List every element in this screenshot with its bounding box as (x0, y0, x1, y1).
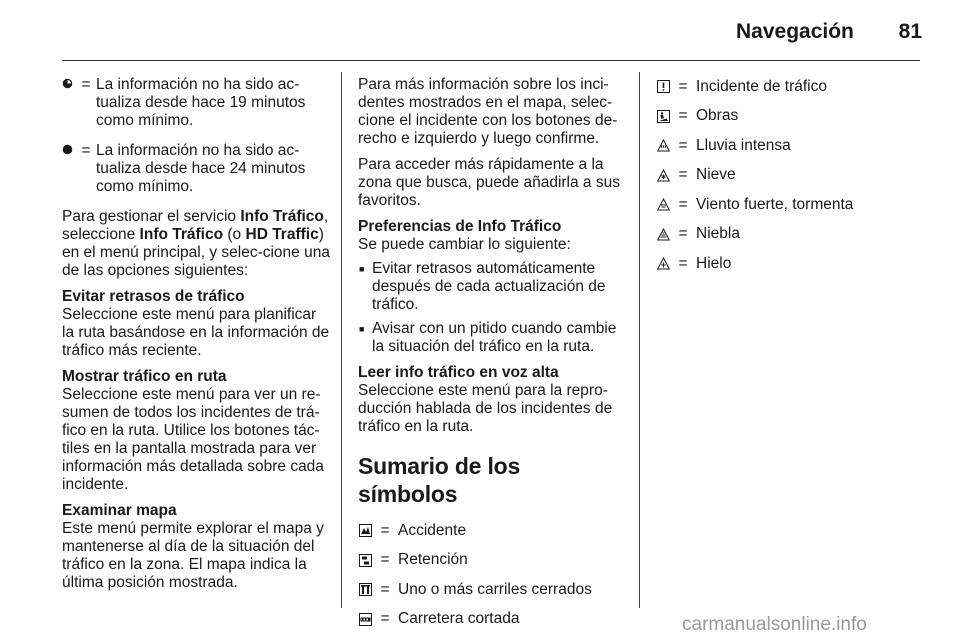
menu-term: Info Tráfico (240, 208, 324, 225)
symbol-label: Niebla (696, 225, 740, 243)
watermark: carmanualsonline.info (682, 614, 867, 635)
ice-icon (656, 257, 670, 271)
heavy-rain-icon (656, 139, 670, 153)
section-title: Mostrar tráfico en ruta (62, 368, 227, 385)
road-closed-icon (358, 612, 372, 626)
traffic-incident-icon (656, 80, 670, 94)
section-intro: Se puede cambiar lo siguiente: (358, 236, 571, 253)
bullet-list (358, 260, 624, 356)
symbol-label: Hielo (696, 254, 732, 272)
column-1 (62, 76, 330, 600)
equals-sign: = (380, 580, 390, 598)
bullet-item: ■ Evitar retrasos automáticamente después de cada actualización de tráfico. (358, 260, 624, 314)
symbol-row (358, 605, 624, 635)
bullet-item: ■ Avisar con un pitido cuando cambie la situación del tráfico en la ruta. (358, 320, 624, 356)
symbol-label: Retención (398, 551, 468, 569)
equals-sign: = (678, 195, 688, 213)
symbol-row (358, 546, 624, 576)
fog-icon (656, 227, 670, 241)
symbol-label: Accidente (398, 521, 467, 539)
header-rule (62, 60, 920, 61)
symbol-row (656, 220, 920, 250)
strong-wind-icon (656, 198, 670, 212)
roadworks-icon (656, 109, 670, 123)
symbol-list (358, 516, 624, 634)
section-body: Seleccione este menú para la repro-ducción hablada de los incidentes de tráfico en la ruta. (358, 382, 613, 435)
paragraph: Para más información sobre los inci-dentes mostrados en el mapa, selec-cione el incidente con los botones de-recho e izquierdo y luego confirme. (358, 76, 618, 147)
summary-heading: Sumario de los símbolos (358, 453, 521, 507)
equals-sign: = (678, 166, 688, 184)
equals-sign: = (678, 254, 688, 272)
section-title: Evitar retrasos de tráfico (62, 288, 245, 305)
equals-sign: = (678, 107, 688, 125)
column-2 (358, 76, 624, 634)
equals-sign: = (380, 551, 390, 569)
menu-term: HD Traffic (245, 226, 319, 243)
column-divider-2 (639, 72, 640, 608)
lanes-closed-icon (358, 583, 372, 597)
equals-sign: = (81, 76, 91, 93)
symbol-row (656, 72, 920, 102)
equals-sign: = (81, 142, 91, 159)
column-3 (656, 76, 920, 279)
traffic-jam-icon (358, 553, 372, 567)
equals-sign: = (380, 610, 390, 628)
header-title: Navegación (736, 20, 854, 43)
status-item (62, 76, 330, 130)
status-item (62, 142, 330, 196)
page-number: 81 (898, 20, 922, 43)
section-body: Seleccione este menú para planificar la ruta basándose en la información de tráfico más reciente. (62, 306, 330, 359)
section-body: Seleccione este menú para ver un re-sumen de todos los incidentes de trá-fico en la ruta. Utilice los botones tác-tiles en la pantalla mostrada para ver información más detallada sobre cada incidente. (62, 386, 324, 493)
symbol-label: Nieve (696, 166, 736, 184)
equals-sign: = (678, 77, 688, 95)
menu-term: Info Tráfico (139, 226, 224, 243)
paragraph: Para acceder más rápidamente a la zona que busca, puede añadirla a sus favoritos. (358, 156, 620, 209)
section-title: Preferencias de Info Tráfico (358, 218, 562, 235)
symbol-row (656, 161, 920, 191)
symbol-row (358, 516, 624, 546)
equals-sign: = (678, 225, 688, 243)
section-title: Examinar mapa (62, 502, 177, 519)
accident-icon (358, 524, 372, 538)
half-filled-circle-icon (62, 76, 76, 94)
symbol-row (656, 102, 920, 132)
intro-paragraph: Para gestionar el servicio Info Tráfico, seleccione Info Tráfico (o HD Traffic) en el menú principal, y selec-cione una de las opciones siguientes: (62, 208, 330, 279)
section-body: Este menú permite explorar el mapa y mantenerse al día de la situación del tráfico en la zona. El mapa indica la última posición mostrada. (62, 520, 324, 591)
status-text: La información no ha sido ac-tualiza desde hace 24 minutos como mínimo. (96, 142, 306, 195)
symbol-label: Carretera cortada (398, 610, 520, 628)
symbol-row (656, 190, 920, 220)
symbol-row (358, 575, 624, 605)
symbol-row (656, 131, 920, 161)
symbol-label: Uno o más carriles cerrados (398, 580, 592, 598)
status-text: La información no ha sido ac-tualiza desde hace 19 minutos como mínimo. (96, 76, 306, 129)
symbol-label: Lluvia intensa (696, 136, 791, 154)
snow-icon (656, 168, 670, 182)
equals-sign: = (678, 136, 688, 154)
symbol-list (656, 72, 920, 279)
symbol-label: Obras (696, 107, 739, 125)
symbol-label: Incidente de tráfico (696, 77, 827, 95)
filled-circle-icon (62, 142, 76, 160)
symbol-row (656, 249, 920, 279)
section-title: Leer info tráfico en voz alta (358, 364, 559, 381)
equals-sign: = (380, 521, 390, 539)
column-divider-1 (341, 72, 342, 608)
symbol-label: Viento fuerte, tormenta (696, 195, 854, 213)
